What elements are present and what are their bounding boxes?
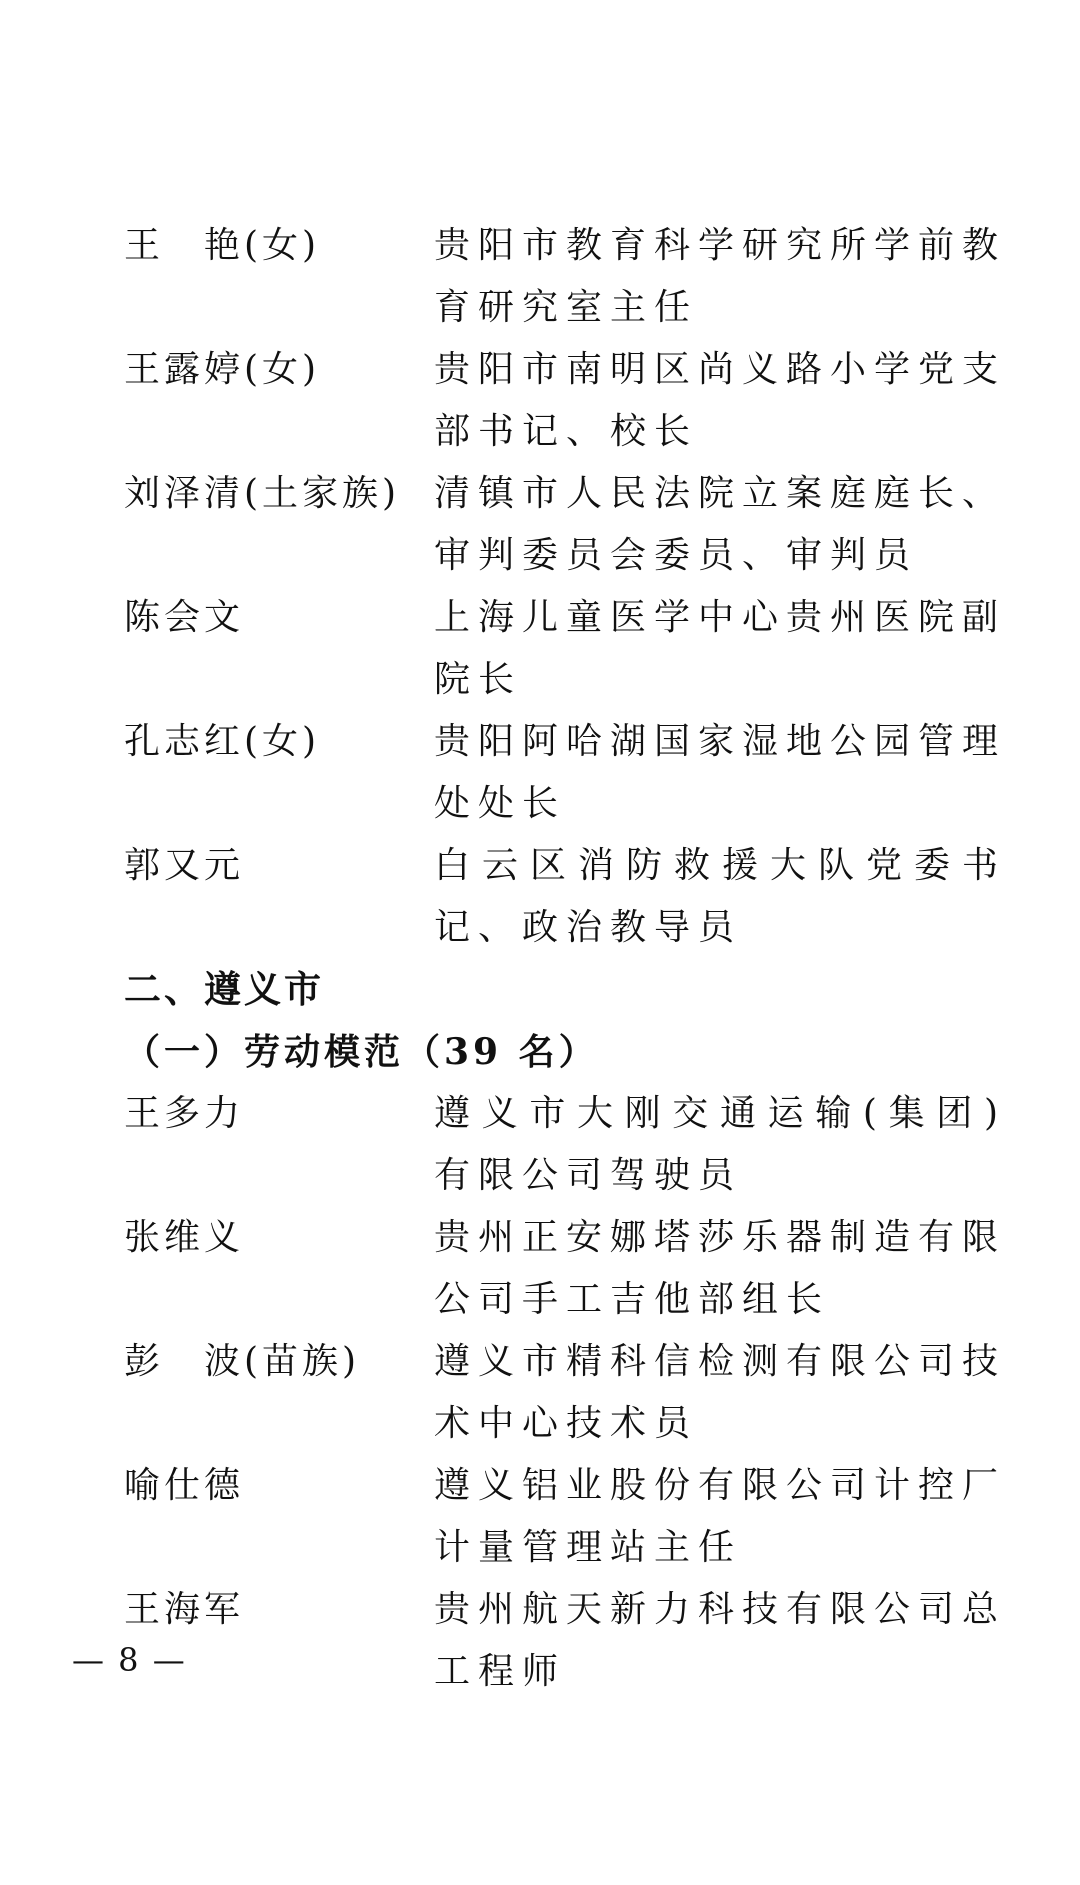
person-name: 陈会文: [124, 597, 245, 638]
list-item: [0, 835, 1080, 959]
person-name: 喻仕德: [124, 1465, 245, 1506]
person-name: 孔志红(女): [124, 721, 321, 762]
person-title: 贵州航天新力科技有限公司总工程师: [434, 1589, 1007, 1692]
list-item: [0, 339, 1080, 463]
person-title: 遵义铝业股份有限公司计控厂计量管理站主任: [434, 1465, 1007, 1568]
list-item: [0, 1455, 1080, 1579]
person-title: 清镇市人民法院立案庭庭长、审判委员会委员、审判员: [434, 473, 1007, 576]
person-name: 王露婷(女): [124, 349, 321, 390]
list-item: [0, 1331, 1080, 1455]
person-title: 遵义市大刚交通运输(集团)有限公司驾驶员: [434, 1093, 1006, 1196]
person-name: 郭又元: [124, 845, 245, 886]
person-name: 王多力: [124, 1093, 245, 1134]
person-name: 王 艳(女): [124, 225, 321, 266]
list-item: [0, 587, 1080, 711]
list-item: [0, 463, 1080, 587]
section-heading: 二、遵义市: [124, 968, 324, 1011]
person-title: 上海儿童医学中心贵州医院副院长: [434, 597, 1007, 700]
person-name: 张维义: [124, 1217, 245, 1258]
list-item: [0, 711, 1080, 835]
entries-list: [0, 215, 1080, 1703]
person-name: 刘泽清(土家族): [124, 473, 401, 514]
person-title: 白云区消防救援大队党委书记、政治教导员: [434, 845, 1006, 948]
person-title: 贵州正安娜塔莎乐器制造有限公司手工吉他部组长: [434, 1217, 1007, 1320]
list-item: [0, 1207, 1080, 1331]
person-title: 贵阳市南明区尚义路小学党支部书记、校长: [434, 349, 1007, 452]
person-title: 遵义市精科信检测有限公司技术中心技术员: [434, 1341, 1007, 1444]
list-item: [0, 215, 1080, 339]
list-item: [0, 1083, 1080, 1207]
sub-heading: （一）劳动模范（39 名）: [124, 1031, 599, 1073]
page-number: — 8 —: [72, 1641, 187, 1679]
person-title: 贵阳市教育科学研究所学前教育研究室主任: [434, 225, 1007, 328]
person-name: 王海军: [124, 1589, 245, 1630]
person-name: 彭 波(苗族): [124, 1341, 361, 1382]
person-title: 贵阳阿哈湖国家湿地公园管理处处长: [434, 721, 1007, 824]
